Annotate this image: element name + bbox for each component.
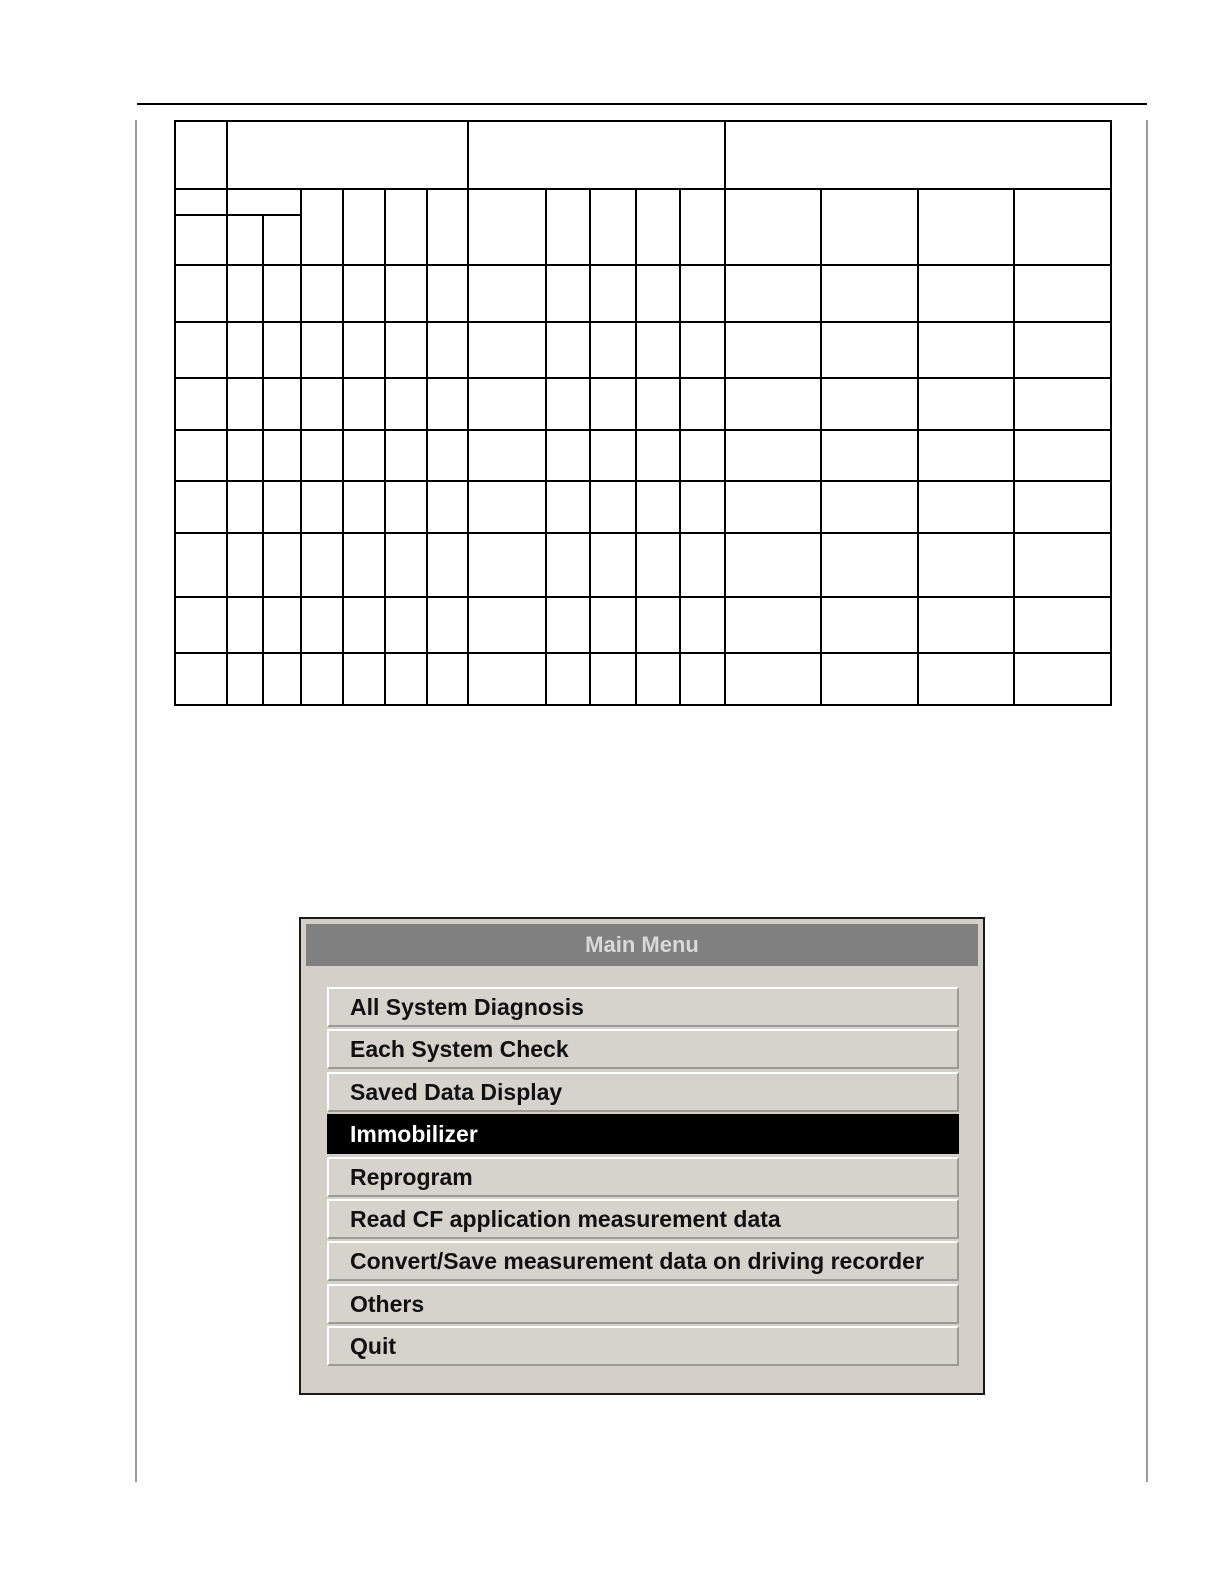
table-cell (590, 189, 636, 265)
table-cell (301, 481, 343, 533)
table-cell (301, 533, 343, 597)
table-cell (1014, 481, 1111, 533)
table-cell (385, 597, 427, 653)
table-cell (918, 378, 1014, 430)
table-cell (636, 322, 680, 378)
menu-item-others[interactable]: Others (327, 1284, 959, 1324)
table-cell (263, 215, 301, 265)
table-cell (175, 378, 227, 430)
table-cell (343, 322, 385, 378)
table-cell (821, 322, 918, 378)
table-cell (175, 481, 227, 533)
table-cell (1014, 533, 1111, 597)
table-cell (427, 189, 468, 265)
table-cell (918, 322, 1014, 378)
table-cell (590, 481, 636, 533)
table-cell (263, 265, 301, 322)
table-cell (227, 430, 263, 481)
table-cell (590, 430, 636, 481)
table-cell (385, 481, 427, 533)
table-cell (725, 121, 1111, 189)
table-cell (1014, 597, 1111, 653)
table-cell (468, 265, 546, 322)
table-cell (227, 265, 263, 322)
table-cell (343, 653, 385, 705)
table-cell (468, 189, 546, 265)
table-cell (590, 597, 636, 653)
table-cell (725, 653, 821, 705)
table-cell (427, 378, 468, 430)
table-row (175, 378, 1111, 430)
table-cell (227, 533, 263, 597)
table-cell (175, 533, 227, 597)
table-cell (175, 121, 227, 189)
table-cell (468, 481, 546, 533)
table-cell (636, 430, 680, 481)
menu-item-saved-data-display[interactable]: Saved Data Display (327, 1072, 959, 1112)
table-cell (263, 533, 301, 597)
table-cell (468, 653, 546, 705)
menu-item-convert-save-driving-recorder[interactable]: Convert/Save measurement data on driving recorder (327, 1241, 959, 1281)
table-row (175, 653, 1111, 705)
table-cell (385, 430, 427, 481)
table-cell (546, 430, 590, 481)
table-cell (427, 481, 468, 533)
table-cell (301, 189, 343, 265)
table-row (175, 265, 1111, 322)
table-cell (680, 533, 725, 597)
table-cell (821, 430, 918, 481)
header-rule (137, 103, 1147, 105)
table-cell (680, 653, 725, 705)
table-cell (1014, 265, 1111, 322)
menu-item-immobilizer[interactable]: Immobilizer (327, 1114, 959, 1154)
table-cell (175, 653, 227, 705)
table-cell (263, 430, 301, 481)
table-cell (725, 189, 821, 265)
table-cell (343, 378, 385, 430)
table-cell (636, 378, 680, 430)
table-cell (636, 265, 680, 322)
table-cell (590, 653, 636, 705)
table-cell (301, 378, 343, 430)
table-cell (918, 265, 1014, 322)
table-cell (680, 378, 725, 430)
table-cell (821, 378, 918, 430)
table-cell (343, 597, 385, 653)
table-cell (725, 481, 821, 533)
table-cell (468, 378, 546, 430)
table-cell (385, 265, 427, 322)
table-cell (343, 265, 385, 322)
table-cell (385, 189, 427, 265)
table-cell (427, 265, 468, 322)
table-cell (1014, 322, 1111, 378)
table-cell (227, 378, 263, 430)
table-cell (546, 653, 590, 705)
table-cell (385, 322, 427, 378)
table-cell (918, 189, 1014, 265)
table-cell (385, 378, 427, 430)
table-row (175, 597, 1111, 653)
main-menu-title: Main Menu (306, 924, 978, 966)
table-cell (343, 481, 385, 533)
table-row (175, 322, 1111, 378)
table-cell (636, 597, 680, 653)
table-cell (468, 430, 546, 481)
table-cell (263, 322, 301, 378)
table-cell (725, 533, 821, 597)
table-cell (263, 378, 301, 430)
menu-item-all-system-diagnosis[interactable]: All System Diagnosis (327, 987, 959, 1027)
table-cell (301, 322, 343, 378)
menu-item-each-system-check[interactable]: Each System Check (327, 1029, 959, 1069)
table-cell (546, 597, 590, 653)
table-cell (175, 430, 227, 481)
table-cell (427, 322, 468, 378)
table-row (175, 533, 1111, 597)
table-cell (175, 189, 227, 215)
table-cell (546, 533, 590, 597)
table-cell (821, 265, 918, 322)
table-cell (821, 533, 918, 597)
table-cell (918, 430, 1014, 481)
table-cell (427, 533, 468, 597)
table-cell (1014, 378, 1111, 430)
table-cell (468, 322, 546, 378)
table-cell (590, 265, 636, 322)
table-cell (918, 653, 1014, 705)
table-cell (636, 481, 680, 533)
table-cell (227, 481, 263, 533)
table-cell (227, 322, 263, 378)
table-cell (725, 597, 821, 653)
table-cell (301, 430, 343, 481)
table-row (175, 430, 1111, 481)
table-cell (263, 481, 301, 533)
table-cell (680, 322, 725, 378)
table-cell (1014, 653, 1111, 705)
table-cell (725, 265, 821, 322)
table-cell (546, 481, 590, 533)
table-cell (427, 597, 468, 653)
table-cell (175, 597, 227, 653)
table-cell (227, 597, 263, 653)
table-cell (918, 533, 1014, 597)
table-cell (227, 215, 263, 265)
table-cell (227, 189, 301, 215)
table-row (175, 121, 1111, 189)
menu-item-quit[interactable]: Quit (327, 1326, 959, 1366)
table-row (175, 189, 1111, 215)
table-cell (590, 533, 636, 597)
table-cell (301, 653, 343, 705)
right-margin-rule (1146, 120, 1148, 1482)
table-cell (546, 322, 590, 378)
main-menu-window (299, 917, 985, 1395)
table-cell (680, 597, 725, 653)
table-cell (821, 597, 918, 653)
table-cell (821, 653, 918, 705)
table-cell (680, 189, 725, 265)
table-cell (918, 481, 1014, 533)
table-cell (301, 597, 343, 653)
table-cell (385, 653, 427, 705)
table-cell (546, 378, 590, 430)
menu-item-read-cf-measurement-data[interactable]: Read CF application measurement data (327, 1199, 959, 1239)
table-cell (636, 653, 680, 705)
table-cell (427, 430, 468, 481)
table-cell (301, 265, 343, 322)
table-cell (227, 121, 468, 189)
table-cell (590, 378, 636, 430)
table-cell (343, 189, 385, 265)
table-row (175, 481, 1111, 533)
table-cell (427, 653, 468, 705)
table-cell (725, 430, 821, 481)
table-cell (546, 265, 590, 322)
left-margin-rule (135, 120, 137, 1482)
table-cell (175, 265, 227, 322)
table-cell (468, 597, 546, 653)
table-cell (227, 653, 263, 705)
main-menu-list (327, 987, 959, 1369)
table-cell (343, 430, 385, 481)
empty-grid-table (174, 120, 1112, 706)
table-cell (263, 597, 301, 653)
table-cell (636, 533, 680, 597)
table-cell (175, 322, 227, 378)
table-cell (590, 322, 636, 378)
table-cell (918, 597, 1014, 653)
table-cell (821, 189, 918, 265)
table-cell (680, 481, 725, 533)
table-cell (680, 430, 725, 481)
table-cell (546, 189, 590, 265)
table-cell (725, 378, 821, 430)
table-cell (1014, 189, 1111, 265)
table-cell (1014, 430, 1111, 481)
table-cell (468, 121, 725, 189)
table-cell (636, 189, 680, 265)
table-cell (821, 481, 918, 533)
table-cell (680, 265, 725, 322)
table-cell (175, 215, 227, 265)
table-cell (263, 653, 301, 705)
table-cell (343, 533, 385, 597)
table-cell (725, 322, 821, 378)
menu-item-reprogram[interactable]: Reprogram (327, 1157, 959, 1197)
table-cell (385, 533, 427, 597)
table-cell (468, 533, 546, 597)
